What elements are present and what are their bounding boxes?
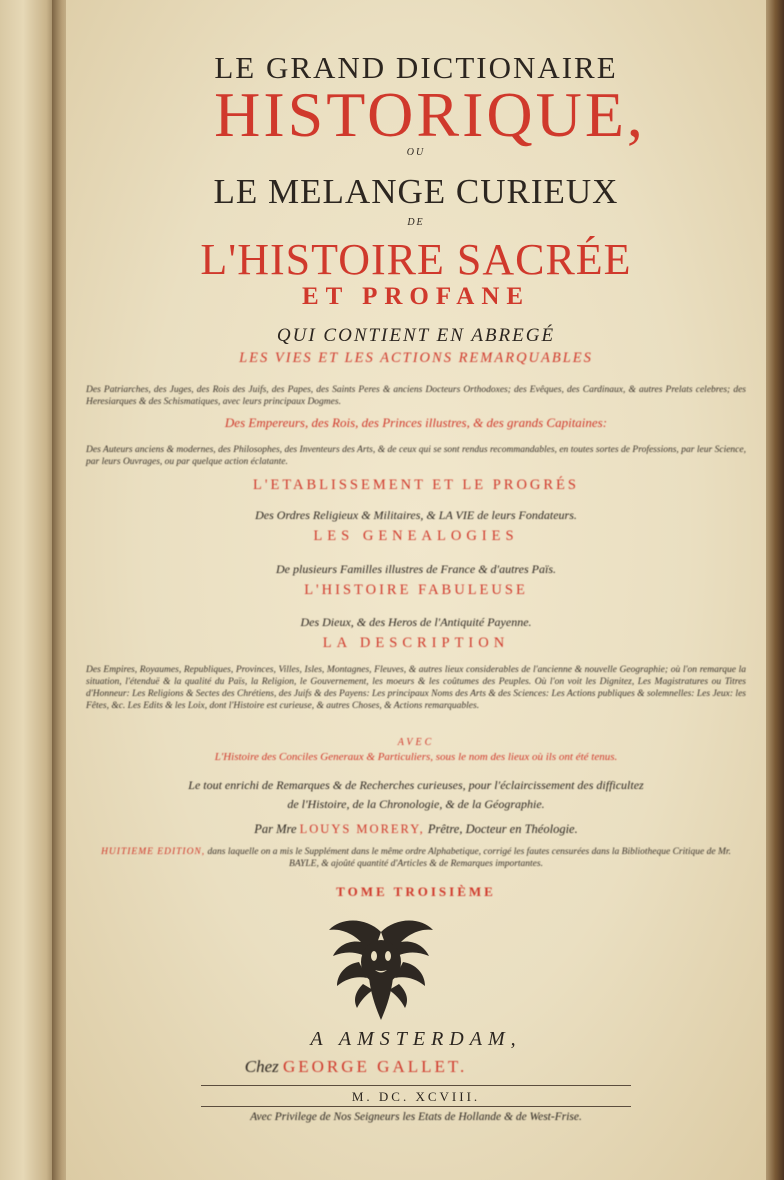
edition-text-1: dans laquelle on a mis le Supplément dans le même ordre Alphabetique, corrigé les fautes censurées dans la [207, 847, 620, 857]
imprint-privilege: Avec Privilege de Nos Seigneurs les Etats de Hollande & de West-Frise. [250, 1111, 582, 1123]
line-enrichi-2: de l'Histoire, de la Chronologie, & de la Géographie. [287, 797, 545, 811]
tome-label: TOME TROISIÈME [336, 884, 496, 899]
line-ordres-religieux: Des Ordres Religieux & Militaires, & LA VIE de leurs Fondateurs. [255, 508, 577, 522]
paragraph-description: Des Empires, Royaumes, Republiques, Provinces, Villes, Isles, Montagnes, Fleuves, & autres lieux considerables de l'ancienne & nouvelle Geographie; où l'on remarque la situation, l'étenduë & la qualité du Païs, la Religion, le Gouvernement, les moeurs & les coûtumes des Peuples. Où l'on voit les Dignitez, Les Magistratures ou Titres d'Honneur: Les Religions & Sectes des Chrétiens, des Juifs & des Payens: Les principaux Noms des Arts & des Sciences: Les Actions publiques & solemnelles: Les Jeux: les Fêtes, &c. Les Edits & les Loix, dont l'Histoire est curieuse, & autres Choses, & Actions remarquables. [86, 665, 746, 711]
imprint-rule-bottom [201, 1106, 631, 1107]
subtitle-vies-actions: LES VIES ET LES ACTIONS REMARQUABLES [239, 350, 593, 366]
title-line-historique: HISTORIQUE, [214, 79, 646, 150]
heading-genealogies: LES GENEALOGIES [313, 528, 519, 544]
line-dieux-heros: Des Dieux, & des Heros de l'Antiquité Payenne. [300, 615, 532, 629]
line-enrichi-1: Le tout enrichi de Remarques & de Recherches curieuses, pour l'éclaircissement des difficultez [188, 778, 644, 792]
edition-note [86, 846, 746, 870]
title-page [66, 0, 766, 1180]
edition-text-2: Bibliotheque Critique de Mr. BAYLE, & ajoûté quantité d'Articles & de Remarques importantes. [289, 847, 731, 869]
imprint-year: M. DC. XCVIII. [351, 1089, 481, 1104]
paragraph-patriarches: Des Patriarches, des Juges, des Rois des Juifs, des Papes, des Saints Peres & anciens Docteurs Orthodoxes; des Evêques, des Cardinaux, & autres Prelats celebres; des Heresiarques & des Schismatiques, avec leurs principaux Dogmes. [86, 385, 746, 407]
author-line [66, 822, 766, 837]
heading-description: LA DESCRIPTION [322, 635, 510, 651]
left-page-edge [0, 0, 58, 1180]
label-avec: AVEC [397, 737, 435, 748]
line-familles: De plusieurs Familles illustres de France & d'autres Païs. [276, 562, 556, 576]
imprint-city: A AMSTERDAM, [310, 1028, 522, 1050]
title-preposition-de: DE [407, 217, 425, 228]
title-conjunction-ou: OU [406, 147, 426, 158]
imprint-chez: Chez [244, 1057, 279, 1076]
floral-ornament-icon [311, 912, 451, 1022]
paragraph-auteurs: Des Auteurs anciens & modernes, des Philosophes, des Inventeurs des Arts, & de ceux qui se sont rendus recommandables, en toutes sortes de Professions, par leur Science, par leurs Ouvrages, ou par quelque action éclatante. [86, 445, 746, 467]
title-line-histoire-sacree: L'HISTOIRE SACRÉE [200, 235, 632, 284]
title-line-grand-dictionaire: LE GRAND DICTIONAIRE [214, 50, 618, 85]
heading-histoire-fabuleuse: L'HISTOIRE FABULEUSE [304, 582, 528, 598]
line-empereurs: Des Empereurs, des Rois, des Princes illustres, & des grands Capitaines: [224, 415, 608, 430]
author-prefix: Par Mre [254, 822, 297, 836]
author-name: LOUYS MORERY, [299, 822, 425, 836]
heading-etablissement: L'ETABLISSEMENT ET LE PROGRÉS [253, 477, 579, 493]
imprint-publisher-line [6, 1057, 706, 1077]
subtitle-qui-contient: QUI CONTIENT EN ABREGÉ [276, 325, 556, 346]
author-title: Prêtre, Docteur en Théologie. [427, 822, 578, 836]
imprint-publisher: GEORGE GALLET. [282, 1057, 468, 1076]
title-line-melange-curieux: LE MELANGE CURIEUX [213, 172, 619, 211]
imprint-rule-top [201, 1085, 631, 1086]
line-conciles: L'Histoire des Conciles Generaux & Particuliers, sous le nom des lieux où ils ont été tenus. [214, 751, 618, 763]
title-line-et-profane: ET PROFANE [301, 283, 531, 310]
edition-label: HUITIEME EDITION, [101, 847, 206, 857]
